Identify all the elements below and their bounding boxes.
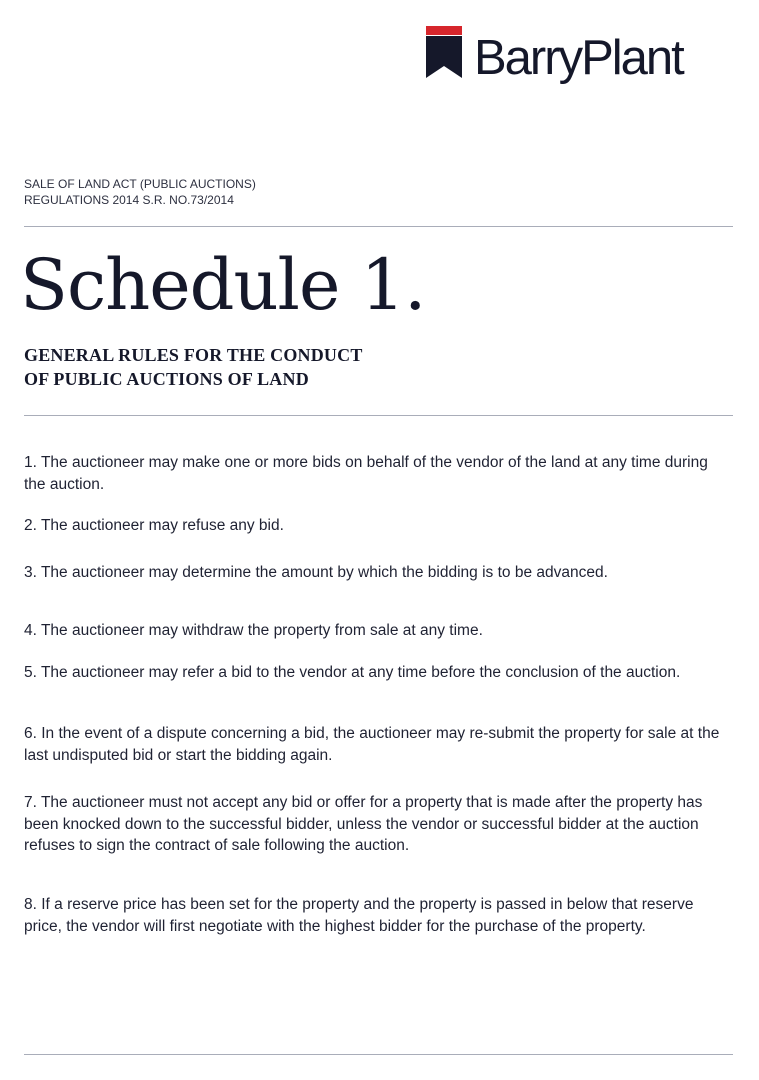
page-title: Schedule 1. [20, 244, 426, 326]
divider-top [24, 226, 733, 227]
page-subtitle [24, 343, 363, 391]
bookmark-logo-icon [426, 26, 462, 78]
act-line-1: SALE OF LAND ACT (PUBLIC AUCTIONS) [24, 177, 256, 191]
act-reference [24, 176, 256, 208]
rule-item-8: 8. If a reserve price has been set for the property and the property is passed in below that reserve price, the vendor will first negotiate with the highest bidder for the purchase of the property. [24, 896, 694, 935]
rule-item-5: 5. The auctioneer may refer a bid to the vendor at any time before the conclusion of the auction. [24, 664, 681, 681]
logo-wordmark: BarryPlant [474, 31, 683, 85]
divider-middle [24, 415, 733, 416]
act-line-2: REGULATIONS 2014 S.R. NO.73/2014 [24, 193, 234, 207]
rule-item-3: 3. The auctioneer may determine the amount by which the bidding is to be advanced. [24, 564, 608, 581]
rule-item-7: 7. The auctioneer must not accept any bid or offer for a property that is made after the property has been knocked down to the successful bidder, unless the vendor or successful bidder at the auction refuses to sign the contract of sale following the auction. [24, 794, 703, 854]
rule-item-4: 4. The auctioneer may withdraw the property from sale at any time. [24, 622, 483, 639]
rule-item-1: 1. The auctioneer may make one or more bids on behalf of the vendor of the land at any time during the auction. [24, 454, 708, 493]
subtitle-line-2: OF PUBLIC AUCTIONS OF LAND [24, 369, 309, 389]
divider-bottom [24, 1054, 733, 1055]
rule-item-6: 6. In the event of a dispute concerning a bid, the auctioneer may re-submit the property for sale at the last undisputed bid or start the bidding again. [24, 725, 720, 764]
subtitle-line-1: GENERAL RULES FOR THE CONDUCT [24, 345, 363, 365]
rule-item-2: 2. The auctioneer may refuse any bid. [24, 517, 284, 534]
